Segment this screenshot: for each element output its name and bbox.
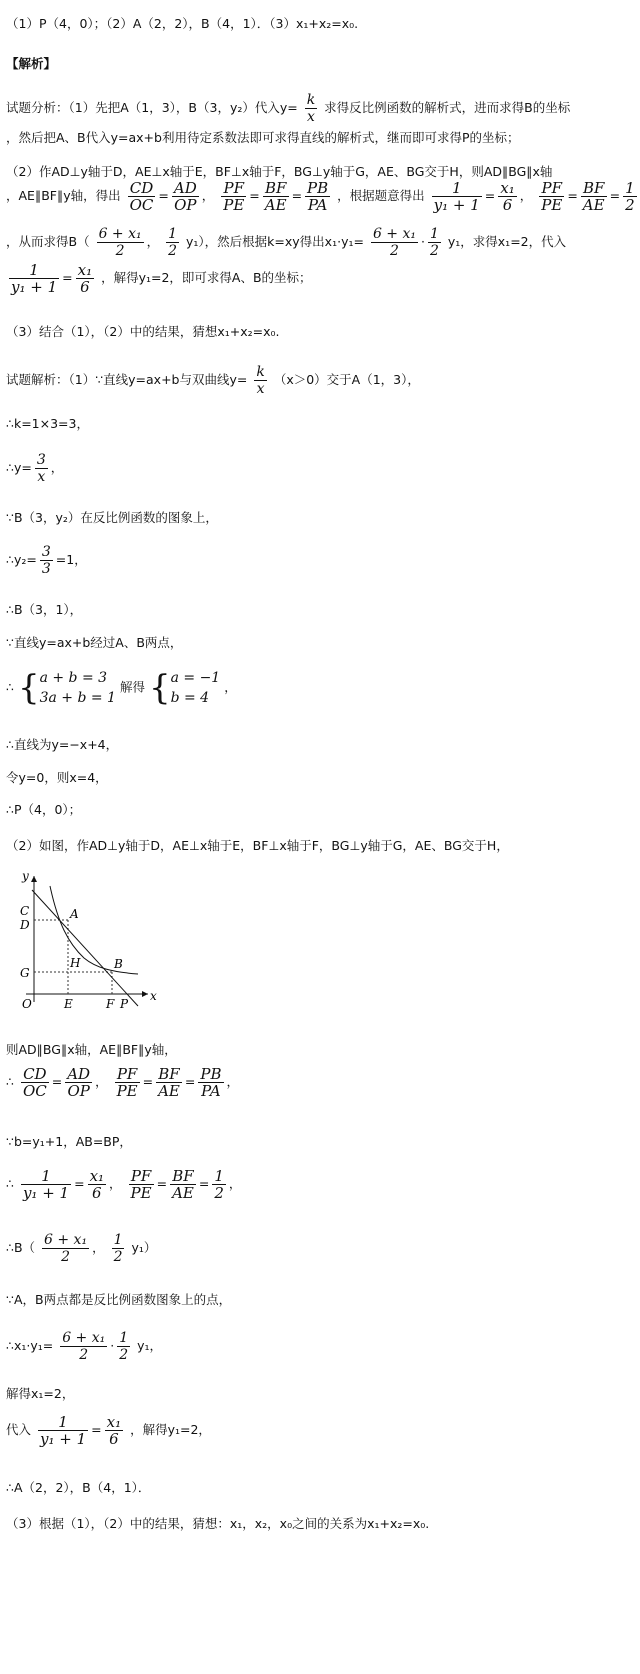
numerator: 6 + x₁ [62, 1330, 106, 1346]
solution-line-4: ∵B（3，y₂）在反比例函数的图象上， [6, 510, 218, 525]
solution-text: ，解得y₁=2， [130, 1422, 211, 1437]
solution-line-6: ∴B（3，1）， [6, 602, 83, 617]
analysis-text: y₁，求得x₁=2，代入 [447, 234, 567, 249]
solution-text: 解得 [119, 679, 145, 695]
numerator: BF [263, 180, 289, 197]
pf-pe-fraction [115, 1066, 140, 1099]
x1-over-6-fraction [88, 1168, 106, 1201]
denominator: OC [129, 196, 154, 214]
analysis-text: 试题分析：（1）先把A（1，3），B（3，y₂）代入y= [6, 100, 298, 115]
denominator: PE [541, 196, 563, 214]
solution-line-3 [6, 452, 63, 485]
solution-line-20: 解得x₁=2， [6, 1386, 75, 1401]
numerator: 1 [214, 1167, 224, 1185]
denominator: AE [582, 196, 605, 214]
bf-ae-fraction [156, 1066, 182, 1099]
solution-line-22: ∴A（2，2），B（4，1）． [6, 1480, 151, 1495]
solution-text: ∴B（ [6, 1240, 36, 1255]
numerator: PF [129, 1168, 154, 1185]
numerator: x₁ [106, 1413, 122, 1431]
bf-ae-fraction [263, 180, 289, 213]
numerator: AD [67, 1065, 91, 1083]
equation-row: a = −1 [170, 670, 221, 686]
six-plus-x1-over-2-fraction [371, 226, 418, 259]
solution-line-1 [6, 364, 420, 397]
point-b-label: B [114, 957, 123, 971]
equals-sign: = [62, 270, 73, 285]
solution-text: 试题解析：（1）∵直线y=ax+b与双曲线y= [6, 372, 248, 387]
numerator: x₁ [500, 179, 515, 197]
denominator: 2 [390, 243, 399, 259]
analysis-line-6 [6, 262, 312, 295]
equals-sign: = [156, 1176, 168, 1191]
comma: ， [519, 188, 533, 203]
numerator: k [256, 364, 265, 380]
denominator: AE [158, 1082, 180, 1100]
numerator: 3 [41, 544, 51, 560]
analysis-text: ，从而求得B（ [6, 234, 90, 249]
denominator: 6 [502, 196, 513, 214]
denominator: 6 [109, 1430, 119, 1448]
solution-line-2: ∴k=1×3=3， [6, 416, 89, 431]
denominator: 2 [119, 1347, 129, 1363]
one-over-y1-plus-1-fraction [38, 1414, 88, 1447]
denominator: AE [172, 1184, 194, 1202]
k-over-x-fraction [305, 92, 317, 125]
denominator: x [256, 381, 265, 397]
denominator: PA [201, 1082, 221, 1100]
equation-system-1: { a + b = 3 3a + b = 1 [17, 668, 116, 708]
denominator: PE [223, 196, 245, 214]
one-over-y1-plus-1-fraction [21, 1168, 71, 1201]
equals-sign: = [184, 1074, 196, 1089]
solution-line-12: （2）如图，作AD⊥y轴于D，AE⊥x轴于E，BF⊥x轴于F，BG⊥y轴于G，AE、BG交于H， [6, 838, 509, 853]
numerator: 1 [119, 1330, 129, 1346]
analysis-line-5: ，从而求得B（ $\frac{\text{6 + x₁}}{2}$ ， $\frac{1}{2}$ y₁），然后根据k=xy得出x₁·y₁= $\frac{\text{6 + x₁}}{2}$ · $\frac{1}{2}$ y₁，求得x₁=2，代入 [6, 226, 567, 259]
x1-over-6-fraction [76, 262, 94, 295]
analysis-text: 求得反比例函数的解析式，进而求得B的坐标 [324, 100, 571, 115]
pb-pa-fraction [305, 180, 330, 213]
numerator: 1 [113, 1232, 123, 1248]
analysis-text: y₁），然后根据k=xy得出x₁·y₁= [186, 234, 364, 249]
analysis-text: ，解得y₁=2，即可求得A、B的坐标； [101, 270, 312, 285]
denominator: 2 [214, 1184, 224, 1202]
comma: ， [146, 234, 160, 249]
solution-line-9: ∴直线为y=−x+4， [6, 737, 119, 752]
x1-over-6-fraction [498, 180, 516, 213]
x1-over-6-fraction [105, 1414, 123, 1447]
coordinate-figure [8, 868, 158, 1018]
equation-row: 3a + b = 1 [39, 690, 116, 706]
bf-ae-fraction [581, 180, 607, 213]
hyperbola-curve [50, 886, 138, 974]
one-over-y1-plus-1-fraction [432, 180, 482, 213]
denominator: 3 [41, 561, 51, 577]
denominator: 2 [113, 1249, 123, 1265]
equals-sign: = [91, 1422, 102, 1437]
denominator: PE [116, 1082, 138, 1100]
comma: ， [201, 188, 215, 203]
denominator: 2 [115, 243, 125, 259]
one-half-fraction [212, 1168, 226, 1201]
comma: ， [109, 1176, 122, 1191]
denominator: OC [22, 1082, 47, 1100]
denominator: PA [307, 196, 328, 214]
numerator: AD [173, 179, 197, 197]
equals-sign: = [291, 188, 303, 203]
equation-system-2: { a = −1 b = 4 [148, 668, 221, 708]
denominator: 2 [61, 1249, 70, 1265]
numerator: x₁ [77, 261, 93, 279]
denominator: x [37, 469, 46, 485]
three-over-x-fraction [35, 452, 48, 485]
numerator: CD [128, 180, 156, 197]
numerator: PB [307, 179, 329, 197]
x-axis-arrow-icon [142, 991, 148, 997]
numerator: PB [200, 1065, 222, 1083]
solution-line-21 [6, 1414, 211, 1447]
denominator: 2 [168, 243, 178, 259]
cd-oc-fraction [21, 1066, 49, 1099]
solution-ratio-line [6, 1066, 239, 1099]
denominator: OP [67, 1082, 90, 1100]
solution-line-17 [6, 1232, 156, 1265]
numerator: BF [581, 180, 607, 197]
one-half-fraction [623, 180, 637, 213]
equation-row: b = 4 [170, 690, 210, 706]
one-over-y1-plus-1-fraction [9, 262, 59, 295]
comma: ， [92, 1240, 105, 1255]
solution-text: ∴y= [6, 460, 32, 475]
straight-line [32, 890, 138, 1006]
one-half-fraction [428, 226, 441, 259]
numerator: PF [221, 180, 246, 197]
solution-line-11: ∴P（4，0）； [6, 802, 82, 817]
pf-pe-fraction [539, 180, 564, 213]
numerator: 1 [38, 1414, 88, 1431]
equals-sign: = [158, 188, 169, 203]
equals-sign: = [51, 1074, 63, 1089]
point-f-label: F [106, 997, 115, 1011]
analysis-line-3: （2）作AD⊥y轴于D，AE⊥x轴于E，BF⊥x轴于F，BG⊥y轴于G，AE、BG交于H，则AD∥BG∥x轴 [6, 164, 553, 179]
equals-sign: = [74, 1176, 85, 1191]
denominator: y₁ + 1 [11, 278, 58, 296]
solution-line-5 [6, 544, 87, 577]
one-half-fraction [166, 226, 179, 259]
numerator: 1 [168, 226, 178, 242]
comma: ， [224, 679, 237, 695]
analysis-text: ，根据题意得出 [337, 188, 425, 203]
solution-line-18: ∵A，B两点都是反比例函数图象上的点， [6, 1292, 232, 1307]
therefore-sign: ∴ [6, 1176, 14, 1191]
numerator: 6 + x₁ [98, 226, 142, 242]
one-half-fraction [112, 1232, 125, 1265]
six-plus-x1-over-2-fraction [97, 226, 144, 259]
point-a-label: A [70, 907, 79, 921]
equals-sign: = [249, 188, 260, 203]
equation-system-line [6, 668, 237, 708]
one-half-fraction [117, 1330, 130, 1363]
comma: ， [228, 1176, 242, 1191]
denominator: y₁ + 1 [433, 196, 480, 214]
solution-line-10: 令y=0，则x=4， [6, 770, 108, 785]
numerator: 1 [429, 226, 439, 242]
comma: ， [95, 1074, 108, 1089]
six-plus-x1-over-2-fraction [60, 1330, 107, 1363]
solution-line-7: ∵直线y=ax+b经过A、B两点， [6, 635, 183, 650]
k-over-x-fraction [254, 364, 266, 397]
solution-text: y₁， [137, 1338, 163, 1353]
analysis-line-2: ，然后把A、B代入y=ax+b利用待定系数法即可求得直线的解析式，继而即可求得P的坐标； [6, 130, 520, 145]
cd-oc-fraction [128, 180, 156, 213]
denominator: x [306, 109, 315, 125]
denominator: y₁ + 1 [22, 1184, 70, 1202]
denominator: 2 [429, 243, 439, 259]
solution-text: （x＞0）交于A（1，3）， [273, 372, 420, 387]
point-p-label: P [120, 997, 129, 1011]
point-h-label: H [70, 956, 81, 970]
equals-sign: = [142, 1074, 154, 1089]
numerator: 6 + x₁ [372, 226, 416, 242]
point-g-label: G [20, 966, 30, 980]
denominator: 6 [80, 278, 90, 296]
equals-sign: = [198, 1176, 210, 1191]
solution-line-19: ∴x₁·y₁= $\frac{\text{6 + x₁}}{2}$ · $\frac{1}{2}$ y₁， [6, 1330, 163, 1363]
denominator: PE [130, 1184, 152, 1202]
numerator: k [306, 92, 316, 108]
denominator: 6 [92, 1184, 102, 1202]
comma: ， [226, 1074, 240, 1089]
analysis-text: ，AE∥BF∥y轴，得出 [6, 188, 121, 203]
pf-pe-fraction [221, 180, 246, 213]
numerator: x₁ [89, 1167, 105, 1185]
equals-sign: = [567, 188, 578, 203]
solution-line-13: 则AD∥BG∥x轴，AE∥BF∥y轴， [6, 1042, 177, 1057]
numerator: 1 [625, 179, 635, 197]
denominator: OP [174, 196, 197, 214]
point-c-label: C [20, 904, 30, 918]
bf-ae-fraction [170, 1168, 196, 1201]
point-e-label: E [64, 997, 73, 1011]
pf-pe-fraction [129, 1168, 154, 1201]
answer-line: （1）P（4，0）；（2）A（2，2），B（4，1）．（3）x₁+x₂=x₀. [6, 16, 359, 31]
numerator: 1 [21, 1168, 71, 1185]
numerator: BF [170, 1168, 196, 1185]
numerator: 1 [9, 262, 59, 279]
solution-line-15: ∵b=y₁+1，AB=BP， [6, 1134, 132, 1149]
solution-line-16 [6, 1168, 241, 1201]
numerator: PF [115, 1066, 140, 1083]
numerator: BF [156, 1066, 182, 1083]
analysis-heading: 【解析】 [6, 56, 57, 71]
solution-text: y₁） [131, 1240, 157, 1255]
denominator: y₁ + 1 [40, 1430, 87, 1448]
solution-text: ∴y₂= [6, 552, 37, 567]
analysis-line-7: （3）结合（1），（2）中的结果，猜想x₁+x₂=x₀. [6, 324, 280, 339]
comma: ， [50, 460, 64, 475]
therefore-sign: ∴ [6, 1074, 14, 1089]
denominator: AE [264, 196, 287, 214]
ad-op-fraction [172, 180, 199, 213]
six-plus-x1-over-2-fraction [42, 1232, 89, 1265]
three-over-three-fraction [40, 544, 53, 577]
solution-line-23: （3）根据（1），（2）中的结果，猜想：x₁，x₂，x₀之间的关系为x₁+x₂=x₀. [6, 1516, 430, 1531]
ad-op-fraction [65, 1066, 92, 1099]
x-axis-label: x [150, 989, 157, 1003]
solution-text: ∴x₁·y₁= [6, 1338, 54, 1353]
equals-sign: = [609, 188, 621, 203]
solution-text: =1， [55, 552, 87, 567]
therefore-sign: ∴ [6, 679, 14, 695]
denominator: 2 [79, 1347, 89, 1363]
equals-sign: = [484, 188, 496, 203]
solution-text: 代入 [6, 1422, 32, 1437]
origin-label: O [22, 997, 32, 1011]
numerator: 1 [432, 180, 482, 197]
analysis-line-1 [6, 92, 570, 125]
numerator: PF [539, 180, 564, 197]
numerator: CD [21, 1066, 49, 1083]
y-axis-arrow-icon [31, 876, 37, 882]
point-d-label: D [20, 918, 30, 932]
numerator: 3 [36, 452, 46, 468]
numerator: 6 + x₁ [44, 1232, 88, 1248]
equation-row: a + b = 3 [39, 670, 108, 686]
denominator: 2 [625, 196, 635, 214]
pb-pa-fraction [198, 1066, 223, 1099]
analysis-line-4 [6, 180, 640, 213]
y-axis-label: y [22, 869, 29, 883]
